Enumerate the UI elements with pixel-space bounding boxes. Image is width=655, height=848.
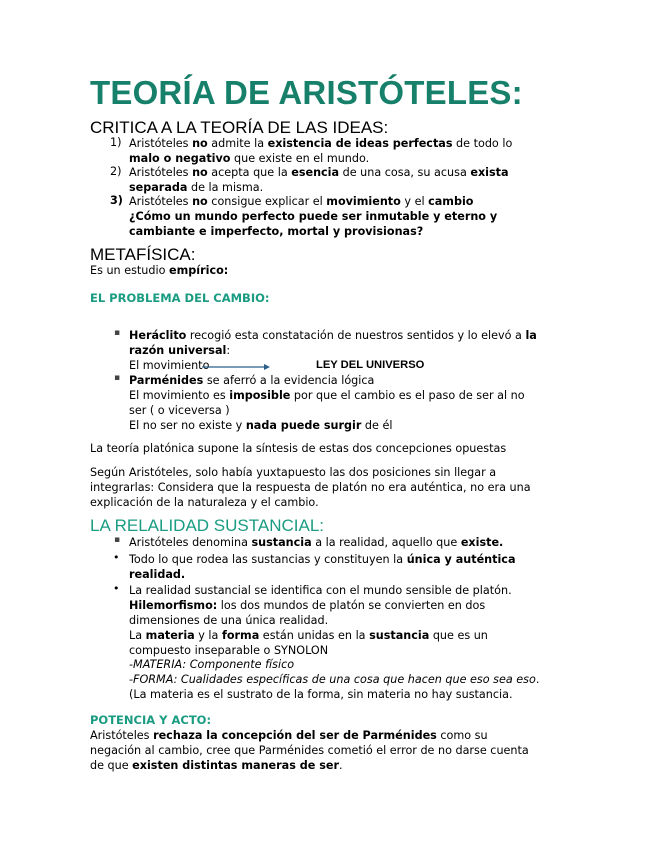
paragraph-line: [90, 743, 529, 758]
text-run: (La materia es el sustrato de la forma, sin materia no hay sustancia.: [129, 688, 513, 701]
text-run: exista: [470, 166, 509, 179]
text-run: empírico:: [169, 264, 229, 277]
text-run: de la misma.: [187, 181, 264, 194]
paragraph-line: [90, 495, 319, 510]
text-run: Todo lo que rodea las sustancias y constituyen la: [129, 553, 407, 566]
text-run: de él: [361, 419, 393, 432]
text-run: Aristóteles: [129, 137, 193, 150]
paragraph-line: [90, 441, 506, 456]
text-run: y la: [194, 629, 222, 642]
paragraph-line: [90, 758, 343, 773]
section-heading-metafisica: METAFÍSICA:: [90, 245, 196, 264]
text-run: malo o negativo: [129, 152, 231, 165]
text-run: sustancia: [369, 629, 430, 642]
list-number: 3): [110, 194, 123, 207]
bullet-line: [129, 328, 537, 343]
list-item-line: [129, 151, 369, 166]
text-run: cambio: [428, 195, 474, 208]
text-run: no: [192, 137, 208, 150]
list-item-line: [129, 209, 497, 224]
text-run: realidad.: [129, 568, 186, 581]
text-run: integrarlas: Considera que la respuesta de platón no era auténtica, no era una: [90, 481, 531, 494]
bullet-icon: •: [113, 551, 120, 564]
paragraph-line: [90, 480, 531, 495]
bullet-line: [129, 535, 503, 550]
bullet-icon: ▪: [114, 328, 121, 338]
text-run: única y auténtica: [406, 553, 516, 566]
text-run: recogió esta constatación de nuestros sentidos y lo elevó a: [186, 329, 526, 342]
text-run: la: [525, 329, 537, 342]
text-run: como su: [436, 729, 488, 742]
bullet-line: [129, 598, 485, 613]
arrow-right-icon: [200, 362, 272, 372]
bullet-icon: ▪: [114, 373, 121, 383]
text-run: Según Aristóteles, solo había yuxtapuesto las dos posiciones sin llegar a: [90, 466, 497, 479]
text-run: forma: [221, 629, 260, 642]
text-run: rechaza la concepción del ser de Parménides: [153, 729, 437, 742]
text-run: nada puede surgir: [245, 419, 362, 432]
text-run: razón universal: [129, 344, 227, 357]
text-run: -FORMA: Cualidades específicas de una cosa que hacen que eso sea eso: [129, 673, 536, 686]
text-run: esencia: [291, 166, 340, 179]
bullet-line: [129, 643, 328, 658]
text-run: El movimiento es: [129, 389, 230, 402]
paragraph-line: [90, 263, 228, 278]
bullet-line: [129, 657, 294, 672]
text-run: están unidas en la: [259, 629, 370, 642]
bullet-icon: ▪: [114, 535, 121, 545]
text-run: existencia de ideas perfectas: [267, 137, 453, 150]
bullet-line: [129, 418, 392, 433]
bullet-line: [129, 613, 328, 628]
section-heading-cambio: EL PROBLEMA DEL CAMBIO:: [90, 291, 270, 305]
section-heading-sustancial: LA RELALIDAD SUSTANCIAL:: [90, 516, 324, 535]
bullet-icon: •: [113, 582, 120, 595]
bullet-line: [129, 343, 230, 358]
text-run: cambiante e imperfecto, mortal y provisionas?: [129, 225, 424, 238]
text-run: Aristóteles: [129, 195, 193, 208]
text-run: por que el cambio es el paso de ser al no: [290, 389, 525, 402]
text-run: consigue explicar el: [207, 195, 327, 208]
document-title: TEORÍA DE ARISTÓTELES:: [90, 74, 523, 111]
paragraph-line: [90, 465, 496, 480]
bullet-line: [129, 687, 513, 702]
text-run: de una cosa, su acusa: [339, 166, 471, 179]
list-item-line: [129, 194, 474, 209]
text-run: existe.: [460, 536, 504, 549]
list-number: 2): [110, 165, 122, 178]
text-run: Aristóteles denomina: [129, 536, 252, 549]
text-run: :: [226, 344, 231, 357]
text-run: Parménides: [129, 374, 204, 387]
text-run: se aferró a la evidencia lógica: [203, 374, 375, 387]
movement-label: El movimiento: [129, 359, 210, 372]
text-run: acepta que la: [207, 166, 292, 179]
text-run: que es un: [429, 629, 488, 642]
text-run: El no ser no existe y: [129, 419, 246, 432]
text-run: imposible: [229, 389, 291, 402]
text-run: ¿Cómo un mundo perfecto puede ser inmutable y eterno y: [129, 210, 498, 223]
text-run: -MATERIA: Componente físico: [129, 658, 295, 671]
list-number: 1): [110, 136, 122, 149]
section-heading-potencia: POTENCIA Y ACTO:: [90, 713, 212, 727]
text-run: que existe en el mundo.: [230, 152, 370, 165]
bullet-line: [129, 567, 185, 582]
list-item-line: [129, 136, 512, 151]
text-run: explicación de la naturaleza y el cambio.: [90, 496, 319, 509]
text-run: Aristóteles: [90, 729, 154, 742]
bullet-line: [129, 552, 516, 567]
text-run: Es un estudio: [90, 264, 169, 277]
bullet-line: [129, 628, 488, 643]
text-run: compuesto inseparable o SYNOLON: [129, 644, 329, 657]
text-run: La realidad sustancial se identifica con el mundo sensible de platón.: [129, 584, 512, 597]
text-run: de todo lo: [452, 137, 513, 150]
text-run: .: [339, 759, 343, 772]
text-run: movimiento: [326, 195, 401, 208]
text-run: Heráclito: [129, 329, 187, 342]
text-run: de que: [90, 759, 133, 772]
text-run: existen distintas maneras de ser: [132, 759, 339, 772]
law-label: LEY DEL UNIVERSO: [316, 359, 425, 371]
text-run: negación al cambio, cree que Parménides cometió el error de no darse cuenta: [90, 744, 529, 757]
text-run: La: [129, 629, 146, 642]
text-run: a la realidad, aquello que: [311, 536, 461, 549]
text-run: Hilemorfismo:: [129, 599, 218, 612]
bullet-line: [129, 403, 230, 418]
paragraph-line: [90, 728, 488, 743]
text-run: no: [192, 166, 208, 179]
text-run: ser ( o viceversa ): [129, 404, 230, 417]
text-run: no: [192, 195, 208, 208]
text-run: separada: [129, 181, 188, 194]
text-run: y el: [400, 195, 429, 208]
text-run: La teoría platónica supone la síntesis de estas dos concepciones opuestas: [90, 442, 507, 455]
bullet-line: [129, 583, 512, 598]
text-run: materia: [145, 629, 195, 642]
bullet-line: [129, 388, 525, 403]
text-run: dimensiones de una única realidad.: [129, 614, 329, 627]
text-run: admite la: [207, 137, 268, 150]
list-item-line: [129, 180, 263, 195]
text-run: Aristóteles: [129, 166, 193, 179]
list-item-line: [129, 224, 423, 239]
bullet-line: [129, 373, 374, 388]
section-heading-ideas: CRITICA A LA TEORÍA DE LAS IDEAS:: [90, 118, 389, 137]
text-run: los dos mundos de platón se convierten en dos: [217, 599, 486, 612]
text-run: sustancia: [251, 536, 312, 549]
bullet-line: [129, 672, 539, 687]
text-run: .: [535, 673, 540, 686]
list-item-line: [129, 165, 509, 180]
